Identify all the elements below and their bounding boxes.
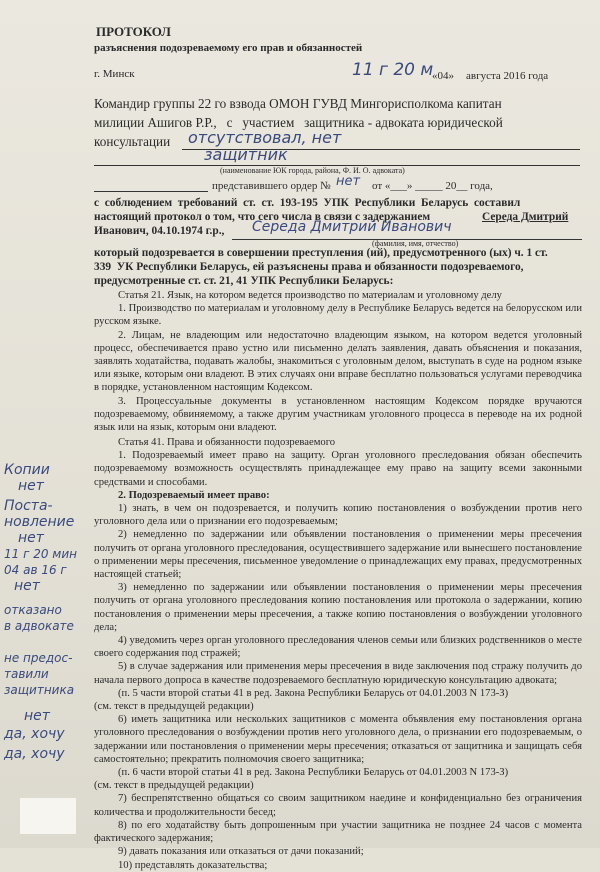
margin-note-not-provided-2: тавили	[4, 667, 49, 681]
article-41-item-1: 1) знать, в чем он подозревается, и получить копию постановления о возбуждении против него уголовного дела или о признании его подозреваемым;	[94, 503, 582, 528]
order-blank-line	[94, 190, 208, 192]
article-41-item-5: 5) в случае задержания или применения меры пресечения в виде заключения под стражу получить до начала первого допроса в качестве подозреваемого бесплатную юридическую консультацию адвоката;	[94, 661, 582, 686]
intro-line-2: милиции Ашигов Р.Р., с участием защитника - адвоката юридической	[94, 115, 503, 130]
redaction-box	[20, 798, 76, 834]
suspect-name-printed: Середа Дмитрий	[482, 211, 569, 223]
compliance-line-5: 339 УК Республики Беларусь, ей разъяснены права и обязанности подозреваемого,	[94, 261, 524, 273]
article-21-p2: 2. Лицам, не владеющим или недостаточно владеющим языком, на котором ведется уголовный процесс, обеспечивается право устно или письменно делать заявления, давать объяснения и показания, заявлять ходатайства, подавать жалобы, знакомиться с уголовным делом, выступать в суде на родном языке или языке, которым они владеют. В этих случаях они вправе бесплатно пользоваться услугами переводчика в порядке, установленном настоящим Кодексом.	[94, 329, 582, 394]
article-41-item-7: 7) беспрепятственно общаться со своим защитником наедине и конфиденциально без ограничения количества и продолжительности бесед;	[94, 793, 582, 818]
article-21-p1: 1. Производство по материалам и уголовному делу в Республике Беларусь ведется на белорусском или русском языке.	[94, 303, 582, 328]
margin-note-date: 04 ав 16 г	[4, 563, 67, 577]
date-month-year: августа 2016 года	[466, 70, 549, 82]
article-21	[94, 289, 582, 434]
document-title: ПРОТОКОЛ	[96, 24, 171, 39]
article-41-item-9: 9) давать показания или отказаться от дачи показаний;	[118, 846, 364, 858]
handwritten-defender: защитник	[204, 145, 288, 164]
article-41-heading: Статья 41. Права и обязанности подозреваемого	[118, 437, 336, 448]
intro-line-1: Командир группы 22 го взвода ОМОН ГУВД Мингорисполкома капитан	[94, 96, 502, 111]
article-41-item-2: 2) немедленно по задержании или объявлении постановления о применении меры пресечения получить от органа уголовного преследования, осуществившего задержание или вынесшего постановление о применении меры пресечения, письменное уведомление о принадлежащих ему правах, предусмотренных настоящей статьей;	[94, 529, 582, 581]
article-41-p1: 1. Подозреваемый имеет право на защиту. Орган уголовного преследования обязан обеспечить подозреваемому возможность осуществлять принадлежащее ему право на защиту всеми законными средствами и способами.	[94, 450, 582, 488]
order-date: от «___» _____ 20__ года,	[372, 180, 493, 192]
margin-note-refused-lawyer: в адвокате	[4, 619, 74, 633]
margin-note-copies: Копии	[4, 462, 50, 478]
intro-line-3-label: консультации	[94, 134, 171, 149]
date-day: «04»	[432, 70, 454, 82]
margin-notes	[4, 462, 90, 762]
margin-note-none: нет	[24, 708, 50, 724]
compliance-line-3: Иванович, 04.10.1974 г.р.,	[94, 225, 225, 237]
caption-fio: (фамилия, имя, отчество)	[372, 239, 459, 248]
margin-note-decree-2: новление	[4, 514, 75, 530]
article-41-item-4: 4) уведомить через орган уголовного преследования членов семьи или близких родственников о месте своего содержания под стражей;	[94, 635, 582, 660]
handwritten-time: 11 г 20 м	[352, 60, 434, 80]
article-41-item-6: 6) иметь защитника или нескольких защитников с момента объявления ему постановления органа уголовного преследования о возбуждении против него уголовного дела, о признании его подозреваемым, о задержании или постановления о применении меры пресечения; отказаться от защитника и защищать себя самостоятельно; прекратить полномочия своего защитника;	[94, 714, 582, 765]
article-41-item-3: 3) немедленно по задержании или объявлении постановления о применении меры пресечения получить от органа уголовного преследования копию постановления или протокола о задержании, копию постановления о применении меры пресечения, а также копию постановления о возбуждении уголовного дела;	[94, 582, 582, 633]
document-subtitle: разъяснения подозреваемому его прав и обязанностей	[94, 42, 363, 54]
city: г. Минск	[94, 68, 135, 80]
caption-lawyer: (наименование ЮК города, района, Ф. И. О. адвоката)	[220, 166, 405, 175]
article-41-item-5-note: (п. 5 части второй статьи 41 в ред. Закона Республики Беларусь от 04.01.2003 N 173-З)	[118, 687, 509, 699]
margin-note-yes-want-1: да, хочу	[4, 726, 65, 742]
see-previous-edition-1: (см. текст в предыдущей редакции)	[94, 701, 254, 713]
handwritten-lawyer-absent: отсутствовал, нет	[188, 128, 342, 147]
article-41-item-8: 8) по его ходатайству быть допрошенным при участии защитника не позднее 24 часов с момента фактического задержания;	[94, 819, 582, 845]
margin-note-time-none: нет	[14, 578, 40, 594]
margin-note-not-provided: не предос-	[4, 651, 73, 665]
compliance-line-1: с соблюдением требований ст. ст. 193-195 УПК Республики Беларусь составил	[94, 197, 521, 209]
margin-note-copies-none: нет	[18, 478, 44, 494]
margin-note-time: 11 г 20 мин	[4, 547, 77, 561]
handwritten-order-none: нет	[336, 174, 361, 189]
compliance-line-4: который подозревается в совершении преступления (ий), предусмотренного (ых) ч. 1 ст.	[94, 247, 548, 259]
margin-note-refused: отказано	[4, 603, 62, 617]
see-previous-edition-2: (см. текст в предыдущей редакции)	[94, 780, 254, 792]
article-41-item-6-note: (п. 6 части второй статьи 41 в ред. Закона Республики Беларусь от 04.01.2003 N 173-З)	[118, 767, 509, 779]
article-41	[94, 436, 582, 872]
margin-note-defender: защитника	[4, 683, 75, 697]
handwritten-suspect-name: Середа Дмитрий Иванович	[252, 219, 452, 235]
compliance-line-2: настоящий протокол о том, что сего числа в связи с задержанием	[94, 211, 431, 223]
article-21-heading: Статья 21. Язык, на котором ведется производство по материалам и уголовному делу	[118, 290, 502, 301]
margin-note-yes-want-2: да, хочу	[4, 746, 65, 762]
order-prefix: представившего ордер №	[212, 180, 331, 192]
margin-note-decree-none: нет	[18, 530, 44, 546]
article-41-p2-heading: 2. Подозреваемый имеет право:	[118, 489, 270, 501]
margin-note-decree: Поста-	[4, 498, 53, 514]
compliance-line-6: предусмотренные ст. ст. 21, 41 УПК Республики Беларусь:	[94, 275, 394, 287]
article-21-p3: 3. Процессуальные документы в установленном настоящим Кодексом порядке вручаются подозреваемому, обвиняемому, а также другим участникам уголовного процесса в переводе на их родной язык или на язык, которым они владеют.	[94, 395, 582, 434]
article-41-item-10: 10) представлять доказательства;	[118, 859, 268, 871]
